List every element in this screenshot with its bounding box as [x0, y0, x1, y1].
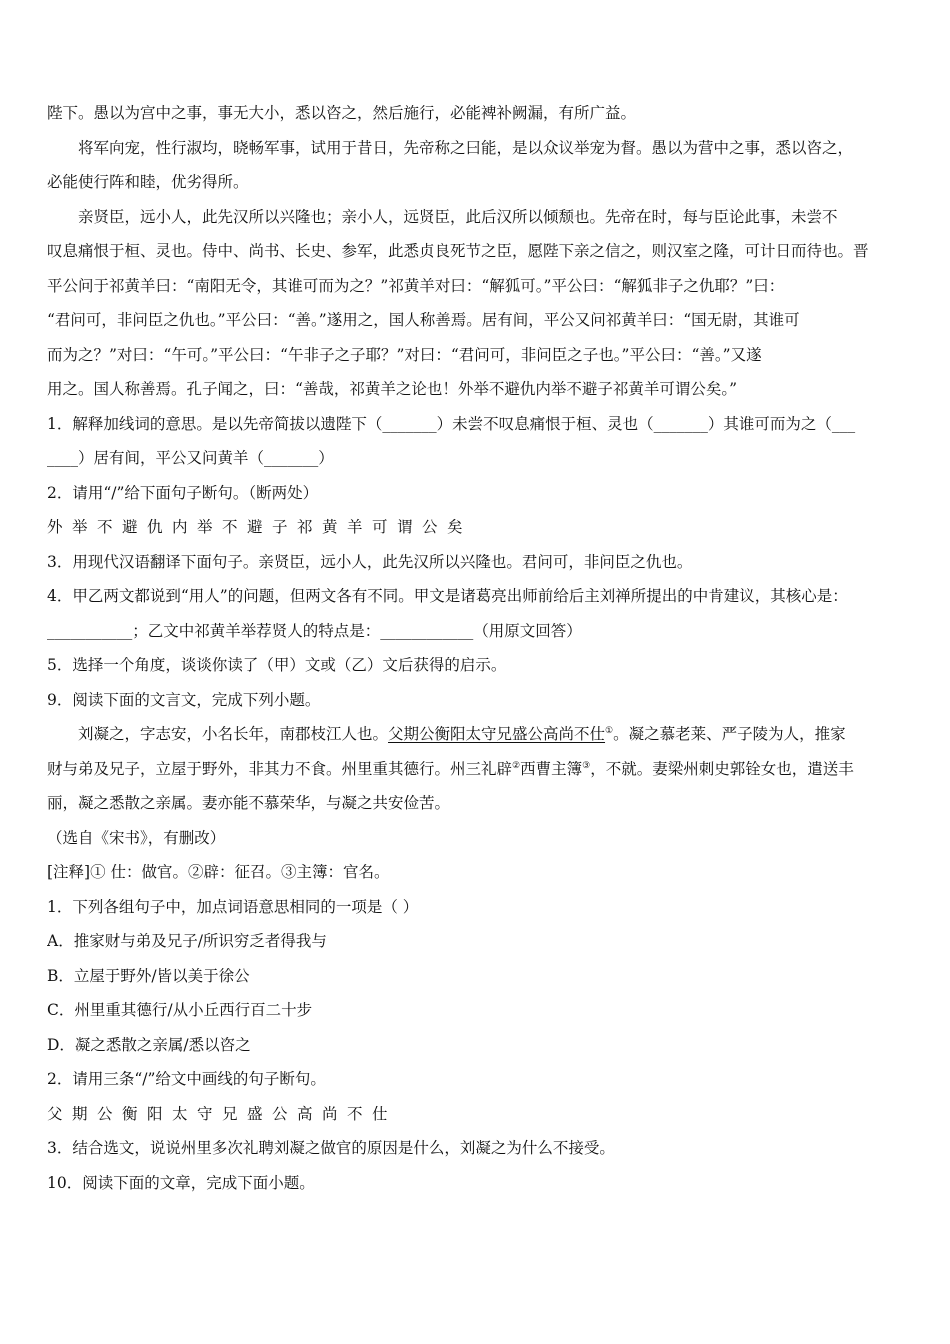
- note-marker-2: ②: [512, 760, 521, 771]
- passage-b-line-3: 而为之？”对曰：“午可。”平公曰：“午非子之子耶？”对曰：“君问可，非问臣之子也。”平公曰：“善。”又遂: [47, 345, 762, 364]
- q8-question-4-line-2: ___________；乙文中祁黄羊举荐贤人的特点是：____________（用原文回答）: [47, 621, 582, 640]
- q9-passage-text: 。凝之慕老莱、严子陵为人，推家: [613, 725, 846, 743]
- passage-a-para-2-line-2: 必能使行阵和睦，优劣得所。: [47, 173, 249, 191]
- q9-passage-line-2: [47, 752, 909, 787]
- q9-option-c: C．州里重其德行/从小丘西行百二十步: [47, 1001, 313, 1019]
- q9-question-3: 3．结合选文，说说州里多次礼聘刘凝之做官的原因是什么，刘凝之为什么不接受。: [47, 1139, 615, 1157]
- q9-passage-line-3: 丽，凝之悉散之亲属。妻亦能不慕荣华，与凝之共安俭苦。: [47, 794, 451, 812]
- q8-question-2-sentence: 外举不避仇内举不避子祁黄羊可谓公矣: [47, 518, 473, 536]
- q9-option-d: D．凝之悉散之亲属/悉以咨之: [47, 1035, 251, 1054]
- q8-question-2: 2．请用“/”给下面句子断句。（断两处）: [47, 483, 319, 502]
- q9-passage-line-1: [47, 717, 909, 752]
- q9-question-2-sentence: 父期公衡阳太守兄盛公高尚不仕: [47, 1104, 398, 1123]
- q9-question-2: 2．请用三条“/”给文中画线的句子断句。: [47, 1070, 326, 1088]
- passage-b-line-4: 用之。国人称善焉。孔子闻之，曰：“善哉，祁黄羊之论也！外举不避仇内举不避子祁黄羊可谓公矣。”: [47, 380, 738, 398]
- q9-passage-text: ，不就。妻梁州刺史郭铨女也，遣送丰: [590, 759, 854, 778]
- q8-question-3: 3．用现代汉语翻译下面句子。亲贤臣，远小人，此先汉所以兴隆也。君问可，非问臣之仇也。: [47, 552, 693, 571]
- q9-option-a: A．推家财与弟及兄子/所识穷乏者得我与: [47, 932, 327, 950]
- q9-notes: [注释]① 仕：做官。②辟：征召。③主簿：官名。: [47, 863, 390, 881]
- q8-question-5: 5．选择一个角度，谈谈你读了（甲）文或（乙）文后获得的启示。: [47, 656, 507, 674]
- passage-b-line-1: 平公问于祁黄羊曰：“南阳无令，其谁可而为之？”祁黄羊对曰：“解狐可。”平公曰：“解狐非子之仇耶？”曰：: [47, 276, 785, 295]
- q9-passage-text: 财与弟及兄子，立屋于野外，非其力不食。州里重其德行。州三礼辟: [47, 759, 513, 778]
- q9-question-1: 1．下列各组句子中，加点词语意思相同的一项是（ ）: [47, 897, 419, 916]
- q8-question-4-line-1: 4．甲乙两文都说到“用人”的问题，但两文各有不同。甲文是诸葛亮出师前给后主刘禅所提出的中肯建议，其核心是：: [47, 587, 848, 605]
- passage-a-para-3-line-2: 叹息痛恨于桓、灵也。侍中、尚书、长史、参军，此悉贞良死节之臣，愿陛下亲之信之，则汉室之隆，可计日而待也。晋: [47, 242, 869, 260]
- q8-question-1-line-2: ____）居有间，平公又问黄羊（_______）: [47, 449, 334, 467]
- underlined-sentence: 父期公衡阳太守兄盛公高尚不仕: [388, 725, 606, 743]
- passage-b-line-2: “君问可，非问臣之仇也。”平公曰：“善。”遂用之，国人称善焉。居有间，平公又问祁黄羊曰：“国无尉，其谁可: [47, 311, 800, 329]
- q9-passage-text: 西曹主簿: [520, 759, 583, 778]
- note-marker-1: ①: [605, 726, 614, 736]
- passage-a-para-3-line-1: 亲贤臣，远小人，此先汉所以兴隆也；亲小人，远贤臣，此后汉所以倾颓也。先帝在时，每与臣论此事，未尝不: [78, 207, 838, 226]
- passage-a-line-1: 陛下。愚以为宫中之事，事无大小，悉以咨之，然后施行，必能裨补阙漏，有所广益。: [47, 104, 637, 122]
- q9-passage-text: 刘凝之，字志安，小名长年，南郡枝江人也。: [78, 725, 389, 743]
- q9-heading: 9．阅读下面的文言文，完成下列小题。: [47, 690, 321, 709]
- q10-heading: 10．阅读下面的文章，完成下面小题。: [47, 1173, 315, 1192]
- q9-source: （选自《宋书》，有删改）: [47, 828, 226, 847]
- note-marker-3: ③: [582, 760, 591, 771]
- q9-option-b: B．立屋于野外/皆以美于徐公: [47, 966, 250, 985]
- passage-a-para-2-line-1: 将军向宠，性行淑均，晓畅军事，试用于昔日，先帝称之曰能，是以众议举宠为督。愚以为营中之事，悉以咨之，: [78, 138, 854, 157]
- document-page: [47, 96, 909, 1200]
- q8-question-1-line-1: 1．解释加线词的意思。是以先帝简拔以遗陛下（_______）未尝不叹息痛恨于桓、灵也（_______）其谁可而为之（___: [47, 414, 856, 433]
